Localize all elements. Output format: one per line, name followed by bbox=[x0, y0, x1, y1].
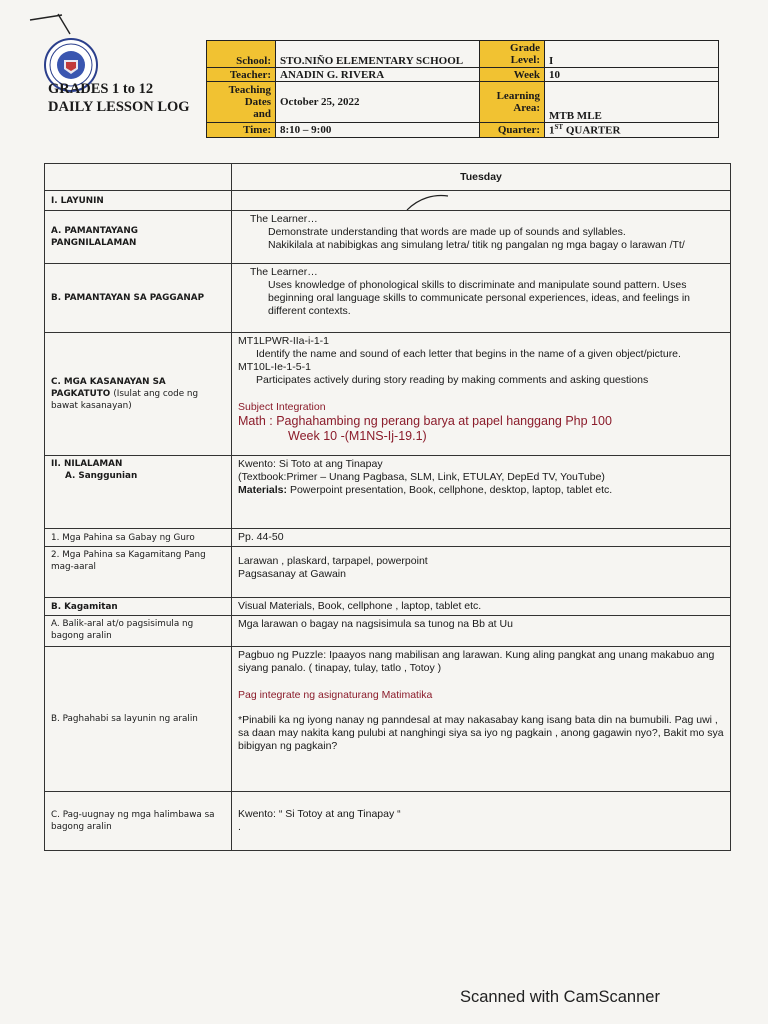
quarter-number: 1 bbox=[549, 124, 555, 137]
balik-label: A. Balik-aral at/o pagsisimula ng bagong aralin bbox=[45, 616, 232, 647]
nilalaman-row bbox=[45, 456, 731, 529]
kagamitan-row bbox=[45, 598, 731, 616]
paghahabi-label: B. Paghahabi sa layunin ng aralin bbox=[45, 647, 232, 792]
kagamitan-pang-line-2: Pagsasanay at Gawain bbox=[238, 568, 346, 580]
teacher-value: ANADIN G. RIVERA bbox=[276, 68, 480, 82]
materials-label: Materials: bbox=[238, 484, 288, 496]
quarter-value bbox=[545, 123, 719, 138]
header-info-table bbox=[206, 40, 719, 138]
pamantayang-label-2: PANGNILALAMAN bbox=[51, 238, 137, 248]
nilalaman-label bbox=[45, 456, 232, 529]
pagganap-row bbox=[45, 264, 731, 333]
kasanayan-value bbox=[232, 333, 731, 456]
kasanayan-label-1: C. MGA KASANAYAN SA bbox=[51, 377, 166, 387]
pagugnay-row bbox=[45, 792, 731, 851]
title-line-2: DAILY LESSON LOG bbox=[48, 99, 190, 115]
dates-label-1: Teaching bbox=[228, 84, 271, 96]
week-label: Week bbox=[480, 68, 545, 82]
gabay-row bbox=[45, 529, 731, 547]
area-value: MTB MLE bbox=[545, 82, 719, 123]
document-title bbox=[48, 80, 190, 116]
pamantayang-line-3: Nakikilala at nabibigkas ang simulang letra/ titik ng pangalan ng mga bagay o larawan /Tt/ bbox=[268, 239, 685, 251]
sanggunian-label: A. Sanggunian bbox=[65, 471, 138, 481]
paghahabi-row bbox=[45, 647, 731, 792]
grade-label-1: Grade bbox=[510, 42, 540, 54]
quarter-text: QUARTER bbox=[563, 124, 621, 137]
kasanayan-label-2 bbox=[51, 388, 225, 412]
quarter-label: Quarter: bbox=[480, 123, 545, 138]
sanggunian-value: (Textbook:Primer – Unang Pagbasa, SLM, Link, ETULAY, DepEd TV, YouTube) bbox=[238, 471, 605, 483]
time-value: 8:10 – 9:00 bbox=[276, 123, 480, 138]
pagugnay-dot: . bbox=[238, 821, 241, 833]
camscanner-watermark: Scanned with CamScanner bbox=[460, 988, 660, 1006]
school-label: School: bbox=[207, 41, 276, 68]
code-1: MT1LPWR-IIa-i-1-1 bbox=[238, 335, 330, 347]
day-row bbox=[45, 164, 731, 191]
kasanayan-label-note: (Isulat ang code ng bawat kasanayan) bbox=[51, 389, 199, 411]
dates-label bbox=[207, 82, 276, 123]
pamantayang-label-1: A. PAMANTAYANG bbox=[51, 226, 138, 236]
gabay-value: Pp. 44-50 bbox=[232, 529, 731, 547]
pagugnay-label: C. Pag-uugnay ng mga halimbawa sa bagong aralin bbox=[45, 792, 232, 851]
teacher-label: Teacher: bbox=[207, 68, 276, 82]
school-value: STO.NIÑO ELEMENTARY SCHOOL bbox=[276, 41, 480, 68]
code-2-description: Participates actively during story reading by making comments and asking questions bbox=[256, 374, 649, 386]
pagganap-label: B. PAMANTAYAN SA PAGGANAP bbox=[45, 264, 232, 333]
date-value: October 25, 2022 bbox=[276, 82, 480, 123]
time-label: Time: bbox=[207, 123, 276, 138]
title-line-1: GRADES 1 to 12 bbox=[48, 81, 154, 97]
pagganap-line-2: Uses knowledge of phonological skills to discriminate and manipulate sound pattern. Uses beginning oral language skills to communicate personal experiences, ideas, and feelings in different contexts. bbox=[268, 279, 691, 317]
nilalaman-story: Kwento: Si Toto at ang Tinapay bbox=[238, 458, 383, 470]
kagamitan-pang-value bbox=[232, 547, 731, 598]
gabay-label: 1. Mga Pahina sa Gabay ng Guro bbox=[45, 529, 232, 547]
kagamitan-pang-line-1: Larawan , plaskard, tarpapel, powerpoint bbox=[238, 555, 428, 567]
pagugnay-value bbox=[232, 792, 731, 851]
week-value: 10 bbox=[545, 68, 719, 82]
paghahabi-line-3: *Pinabili ka ng iyong nanay ng panndesal at may nakasabay kang isang bata din na bumubili. Pag uwi , sa daan may nakita kang pulubi at nanghingi siya sa iyo ng pagkain , anong gagawin nyo?, Bakit mo sya bibigyan ng pagkain? bbox=[238, 714, 724, 752]
dates-label-3: and bbox=[253, 108, 271, 120]
kagamitan-value: Visual Materials, Book, cellphone , laptop, tablet etc. bbox=[232, 598, 731, 616]
nilalaman-value bbox=[232, 456, 731, 529]
area-label-2: Area: bbox=[513, 102, 540, 114]
layunin-label: I. LAYUNIN bbox=[45, 191, 232, 211]
dates-label-2: Dates bbox=[244, 96, 271, 108]
materials-value: Powerpoint presentation, Book, cellphone, desktop, laptop, tablet etc. bbox=[287, 484, 613, 496]
lesson-log-table bbox=[44, 163, 731, 851]
pamantayang-row bbox=[45, 211, 731, 264]
pamantayang-line-1: The Learner… bbox=[250, 213, 318, 225]
area-label bbox=[480, 82, 545, 123]
kagamitan-pang-row bbox=[45, 547, 731, 598]
balik-value: Mga larawan o bagay na nagsisimula sa tunog na Bb at Uu bbox=[232, 616, 731, 647]
layunin-value bbox=[232, 191, 731, 211]
pagganap-value bbox=[232, 264, 731, 333]
pen-stroke-mark bbox=[404, 192, 454, 214]
nilalaman-label-text: II. NILALAMAN bbox=[51, 459, 123, 469]
pamantayang-value bbox=[232, 211, 731, 264]
kagamitan-pang-label: 2. Mga Pahina sa Kagamitang Pang mag-aaral bbox=[45, 547, 232, 598]
day-heading: Tuesday bbox=[232, 164, 731, 191]
materials-line bbox=[238, 484, 724, 497]
layunin-row bbox=[45, 191, 731, 211]
kasanayan-label-bold: PAGKATUTO bbox=[51, 389, 111, 399]
pamantayang-line-2: Demonstrate understanding that words are made up of sounds and syllables. bbox=[268, 226, 626, 238]
kasanayan-row bbox=[45, 333, 731, 456]
quarter-suffix: ST bbox=[554, 123, 564, 131]
code-2: MT10L-Ie-1-5-1 bbox=[238, 361, 311, 373]
math-week-code: Week 10 -(M1NS-Ij-19.1) bbox=[288, 429, 427, 443]
grade-label bbox=[480, 41, 545, 68]
day-blank-cell bbox=[45, 164, 232, 191]
grade-value: I bbox=[545, 41, 719, 68]
kasanayan-label bbox=[45, 333, 232, 456]
code-1-description: Identify the name and sound of each letter that begins in the name of a given object/picture. bbox=[256, 348, 681, 360]
math-integration: Math : Paghahambing ng perang barya at papel hanggang Php 100 bbox=[238, 414, 612, 428]
grade-label-2: Level: bbox=[510, 54, 540, 66]
pagganap-line-1: The Learner… bbox=[250, 266, 318, 278]
kagamitan-label: B. Kagamitan bbox=[45, 598, 232, 616]
area-label-1: Learning bbox=[496, 90, 540, 102]
pamantayang-label bbox=[45, 211, 232, 264]
paghahabi-line-1: Pagbuo ng Puzzle: Ipaayos nang mabilisan ang larawan. Kung aling pangkat ang unang makabuo ang siyang panalo. ( tinapay, tulay, tatlo , Totoy ) bbox=[238, 649, 715, 674]
paghahabi-value bbox=[232, 647, 731, 792]
balik-row bbox=[45, 616, 731, 647]
subject-integration-label: Subject Integration bbox=[238, 401, 326, 413]
paghahabi-line-2: Pag integrate ng asignaturang Matimatika bbox=[238, 689, 433, 701]
pagugnay-story: Kwento: “ Si Totoy at ang Tinapay “ bbox=[238, 808, 401, 820]
